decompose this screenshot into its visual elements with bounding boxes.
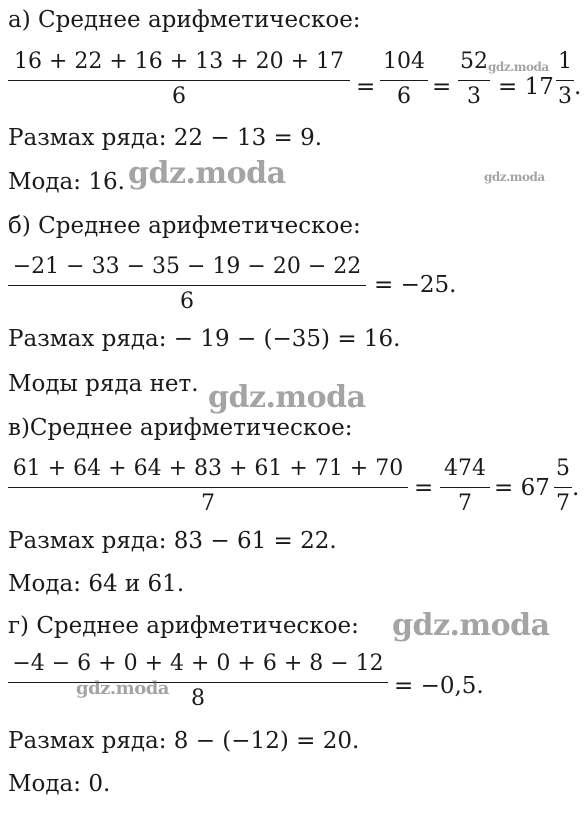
period: . bbox=[574, 74, 582, 100]
fraction-bar bbox=[458, 80, 490, 81]
equals-sign: = bbox=[414, 475, 434, 501]
fraction-bar bbox=[554, 487, 572, 488]
denominator: 3 bbox=[467, 84, 481, 109]
heading-b: б) Среднее арифметическое: bbox=[8, 213, 361, 239]
fraction-v-3 bbox=[554, 457, 572, 516]
numerator: 16 + 22 + 16 + 13 + 20 + 17 bbox=[13, 49, 345, 74]
mixed-number-whole: = 67 bbox=[494, 475, 550, 501]
range-b: Размах ряда: − 19 − (−35) = 16. bbox=[8, 326, 401, 352]
watermark: gdz.moda bbox=[484, 170, 545, 184]
fraction-bar bbox=[8, 80, 350, 81]
range-v: Размах ряда: 83 − 61 = 22. bbox=[8, 528, 337, 554]
denominator: 6 bbox=[180, 289, 194, 314]
result-g: = −0,5. bbox=[394, 673, 484, 699]
mode-b: Моды ряда нет. bbox=[8, 371, 199, 397]
fraction-bar bbox=[8, 487, 408, 488]
watermark: gdz.moda bbox=[208, 380, 366, 415]
equals-sign: = bbox=[356, 74, 376, 100]
heading-v: в)Среднее арифметическое: bbox=[8, 415, 353, 441]
denominator: 7 bbox=[201, 491, 215, 516]
watermark: gdz.moda bbox=[392, 608, 550, 643]
range-a: Размах ряда: 22 − 13 = 9. bbox=[8, 125, 323, 151]
numerator: 61 + 64 + 64 + 83 + 61 + 71 + 70 bbox=[12, 456, 404, 481]
equals-sign: = bbox=[432, 74, 452, 100]
fraction-a-main bbox=[8, 50, 350, 109]
fraction-b-main bbox=[8, 255, 366, 314]
mode-v: Мода: 64 и 61. bbox=[8, 571, 185, 597]
fraction-v-main bbox=[8, 457, 408, 516]
period: . bbox=[572, 475, 580, 501]
fraction-a-2 bbox=[380, 50, 428, 109]
numerator: 52 bbox=[460, 49, 488, 74]
numerator: 104 bbox=[383, 49, 425, 74]
mixed-number-whole: = 17 bbox=[498, 74, 554, 100]
watermark: gdz.moda bbox=[76, 678, 169, 699]
denominator: 6 bbox=[397, 84, 411, 109]
fraction-bar bbox=[8, 682, 388, 683]
mode-g: Мода: 0. bbox=[8, 771, 111, 797]
fraction-bar bbox=[440, 487, 490, 488]
fraction-g-main bbox=[8, 652, 388, 711]
numerator: −21 − 33 − 35 − 19 − 20 − 22 bbox=[12, 254, 362, 279]
fraction-bar bbox=[8, 285, 366, 286]
result-b: = −25. bbox=[374, 272, 457, 298]
denominator: 7 bbox=[556, 491, 570, 516]
numerator: 1 bbox=[558, 49, 572, 74]
denominator: 7 bbox=[458, 491, 472, 516]
watermark: gdz.moda bbox=[488, 60, 549, 74]
fraction-a-3 bbox=[458, 50, 490, 109]
fraction-a-4 bbox=[556, 50, 574, 109]
numerator: 5 bbox=[556, 456, 570, 481]
denominator: 3 bbox=[558, 84, 572, 109]
watermark: gdz.moda bbox=[128, 156, 286, 191]
mode-a: Мода: 16. bbox=[8, 169, 125, 195]
fraction-v-2 bbox=[440, 457, 490, 516]
numerator: −4 − 6 + 0 + 4 + 0 + 6 + 8 − 12 bbox=[12, 651, 384, 676]
fraction-bar bbox=[556, 80, 574, 81]
denominator: 6 bbox=[172, 84, 186, 109]
numerator: 474 bbox=[444, 456, 486, 481]
heading-g: г) Среднее арифметическое: bbox=[8, 613, 359, 639]
denominator: 8 bbox=[191, 686, 205, 711]
fraction-bar bbox=[380, 80, 428, 81]
range-g: Размах ряда: 8 − (−12) = 20. bbox=[8, 728, 360, 754]
heading-a: а) Среднее арифметическое: bbox=[8, 7, 361, 33]
